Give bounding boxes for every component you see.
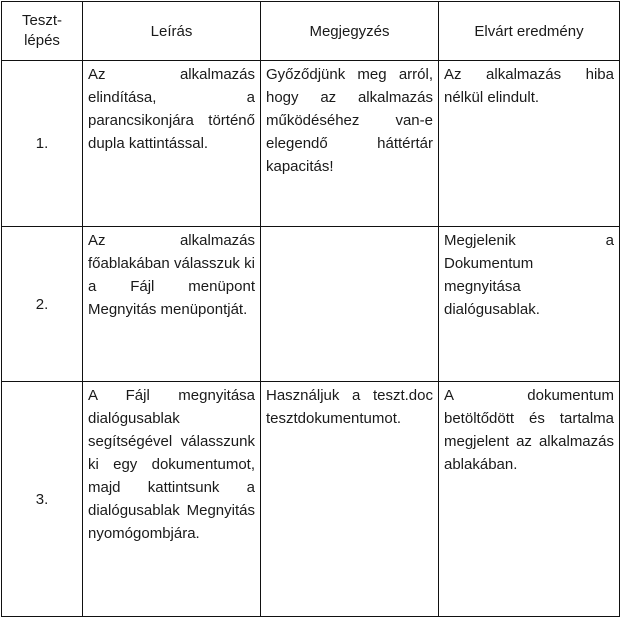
step-description: A Fájl megnyitása dialógusablak segítségével válasszunk ki egy dokumentumot, majd kattintsunk a dialógusablak Megnyitás nyomógombjára. [83, 382, 261, 617]
table-row [2, 61, 620, 227]
table-row [2, 382, 620, 617]
step-note: Győződjünk meg arról, hogy az alkalmazás működéséhez van-e elegendő háttértár kapacitás! [261, 61, 439, 227]
step-number: 2. [2, 227, 83, 382]
header-expected: Elvárt eredmény [439, 2, 620, 61]
header-step-line2: lépés [24, 32, 60, 49]
header-note: Megjegyzés [261, 2, 439, 61]
step-description: Az alkalmazás főablakában válasszuk ki a Fájl menüpont Megnyitás menüpontját. [83, 227, 261, 382]
step-note [261, 227, 439, 382]
step-expected: Megjelenik a Dokumentum megnyitása dialógusablak. [439, 227, 620, 382]
step-description: Az alkalmazás elindítása, a parancsikonjára történő dupla kattintással. [83, 61, 261, 227]
header-step [2, 2, 83, 61]
step-expected: A dokumentum betöltődött és tartalma megjelent az alkalmazás ablakában. [439, 382, 620, 617]
step-number: 3. [2, 382, 83, 617]
header-row [2, 2, 620, 61]
header-step-line1: Teszt- [21, 12, 62, 29]
step-note: Használjuk a teszt.doc tesztdokumentumot. [261, 382, 439, 617]
step-expected: Az alkalmazás hiba nélkül elindult. [439, 61, 620, 227]
header-description: Leírás [83, 2, 261, 61]
test-steps-table [1, 1, 620, 617]
step-number: 1. [2, 61, 83, 227]
table-row [2, 227, 620, 382]
